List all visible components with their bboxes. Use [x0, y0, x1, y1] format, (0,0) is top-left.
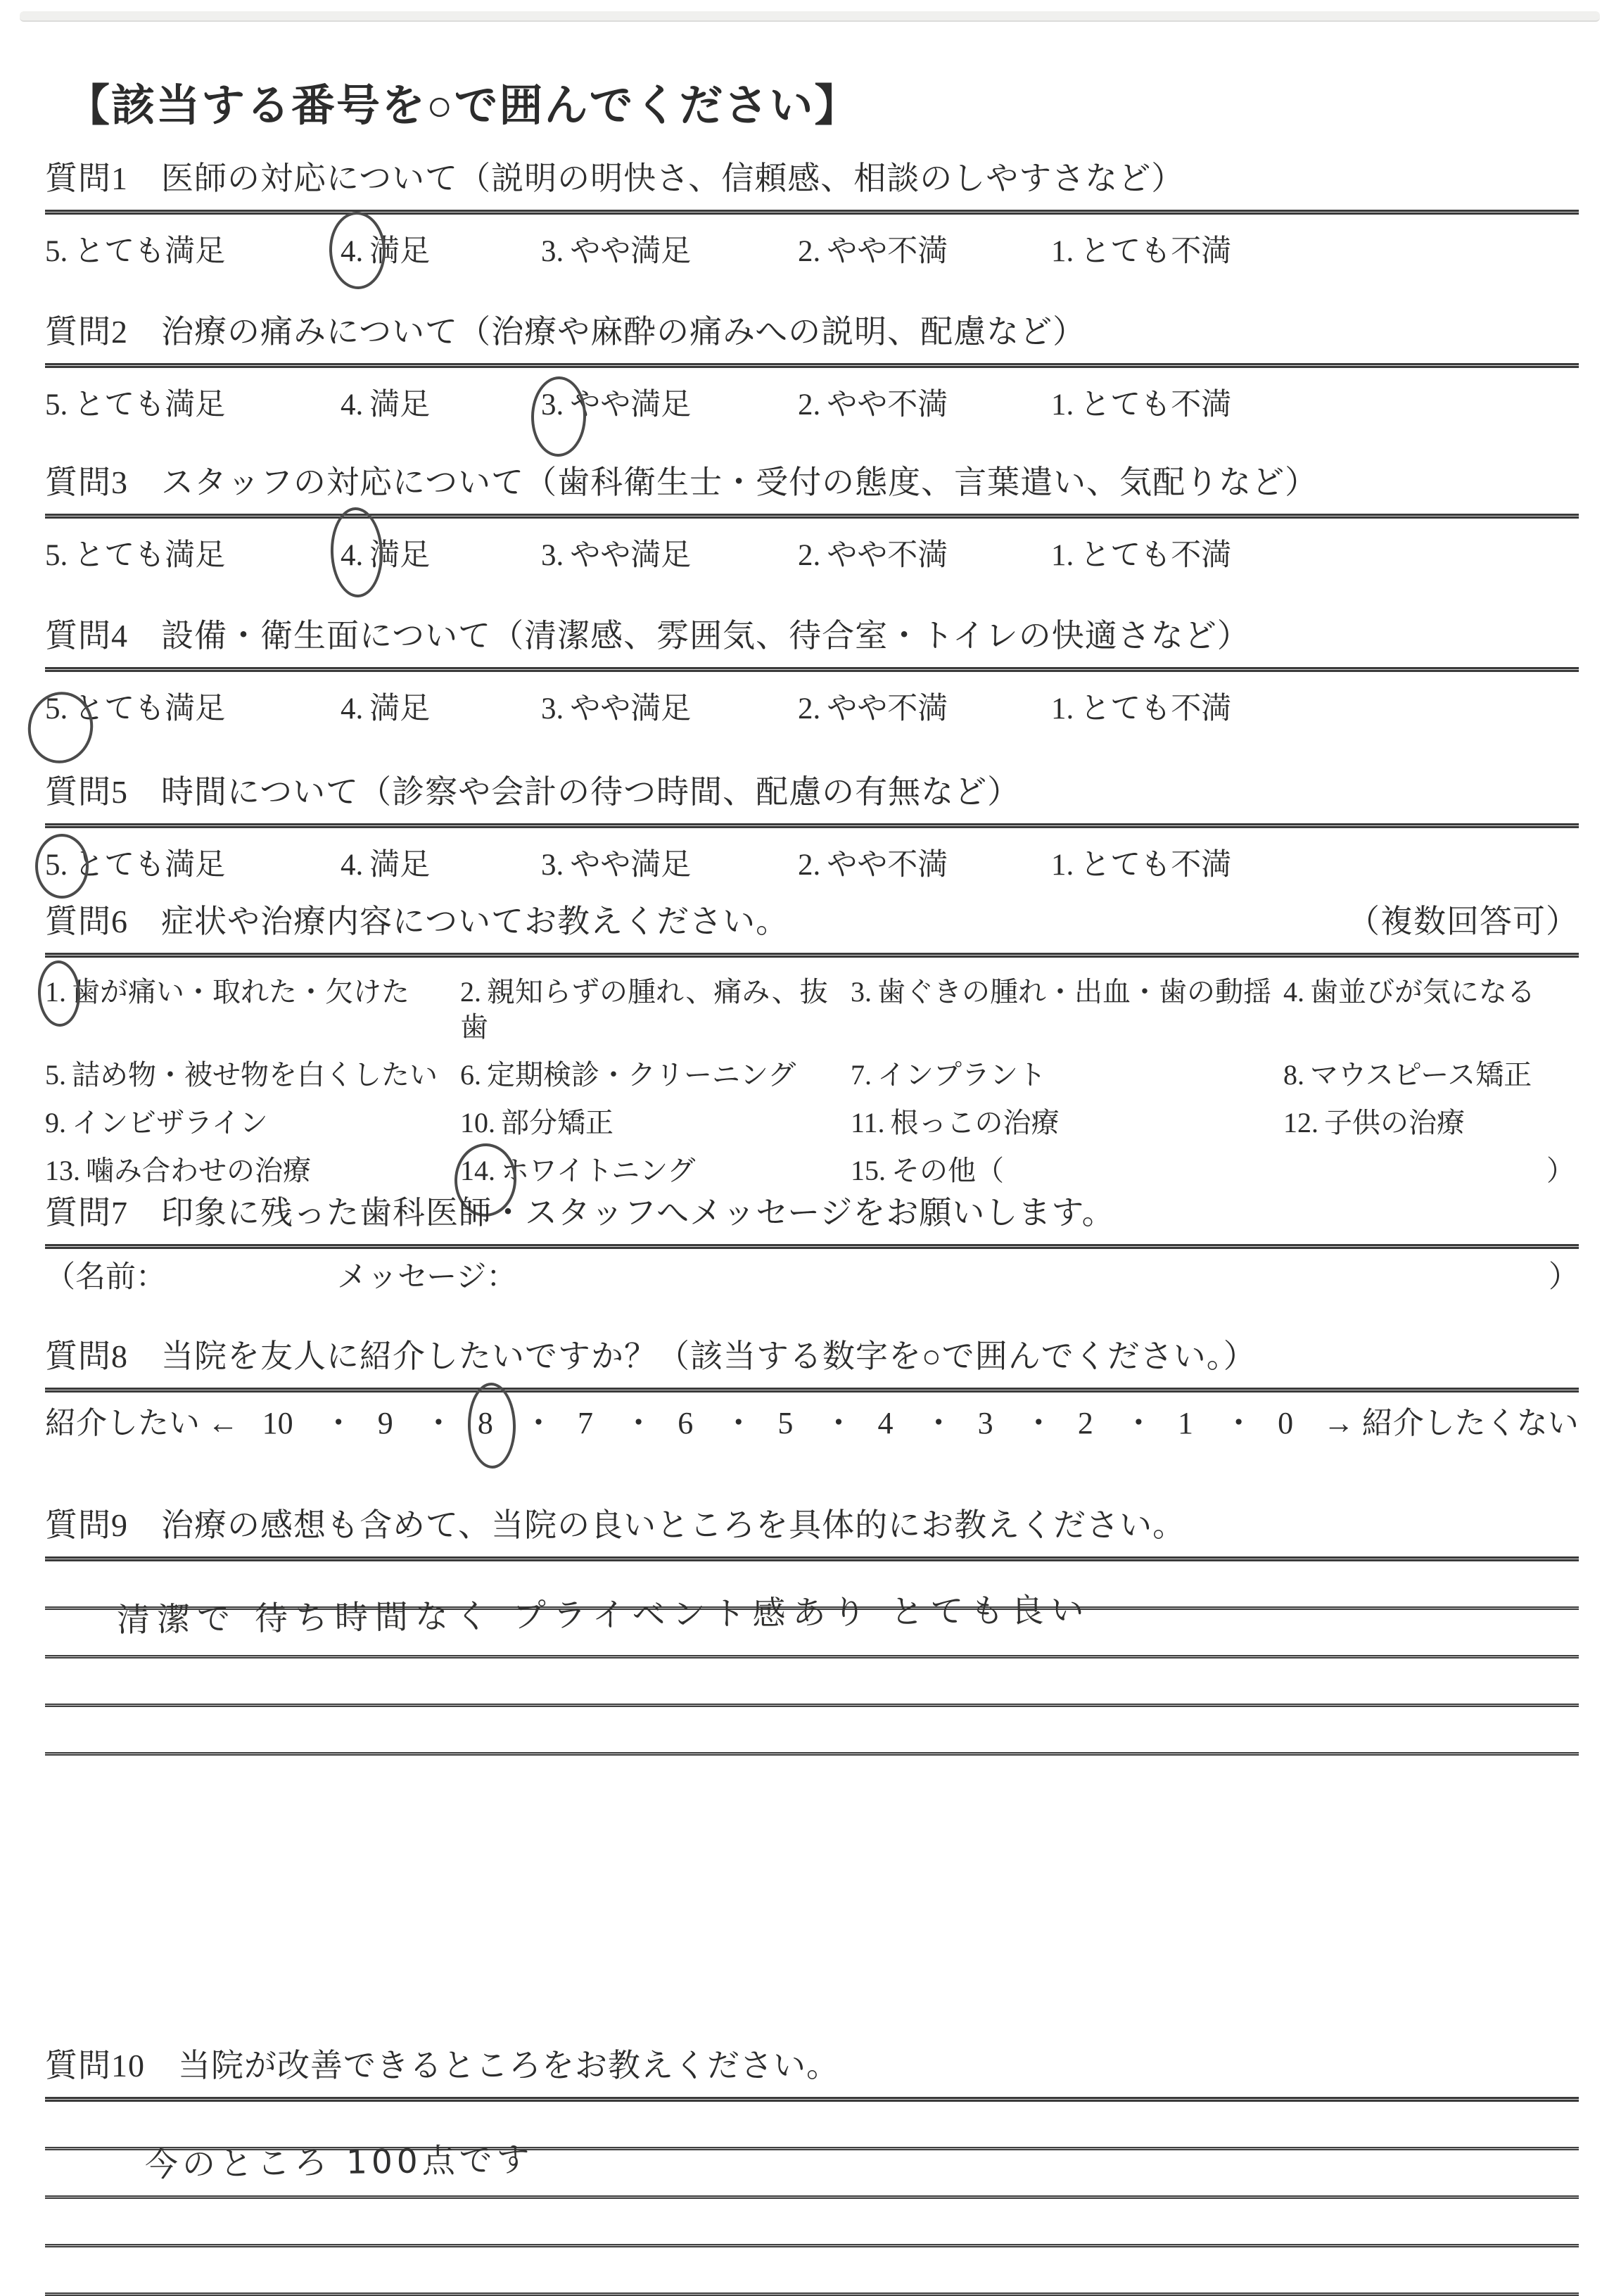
rating-option-3[interactable] — [541, 386, 798, 424]
option-label: とても満足 — [74, 235, 226, 268]
option-number: 3. — [541, 386, 564, 424]
option-label: 定期検診・クリーニング — [487, 1059, 796, 1091]
option-label: 詰め物・被せ物を白くしたい — [72, 1059, 438, 1091]
question-10-section — [45, 2046, 1579, 2296]
symptom-option-5[interactable] — [45, 1058, 460, 1093]
option-number: 3. — [541, 849, 564, 882]
symptom-option-12[interactable] — [1283, 1105, 1579, 1141]
message-row — [45, 1259, 1579, 1297]
nps-number-7[interactable]: 7 — [578, 1406, 594, 1440]
rating-option-4[interactable] — [341, 233, 541, 271]
rating-option-1[interactable] — [1051, 690, 1579, 728]
question-8-section — [45, 1337, 1579, 1443]
option-number: 9. — [45, 1107, 66, 1139]
nps-number-9[interactable]: 9 — [377, 1406, 393, 1440]
option-number: 2. — [798, 235, 821, 268]
option-label: やや不満 — [827, 539, 948, 572]
ruled-line — [45, 1655, 1579, 1658]
separator-dot: ・ — [723, 1406, 754, 1440]
symptom-option-4[interactable] — [1283, 975, 1579, 1045]
option-number: 2. — [798, 692, 821, 725]
question-1-rating-options — [45, 233, 1579, 271]
option-label: 満足 — [369, 388, 431, 421]
page-title: 【該当する番号を○で囲んでください】 — [66, 82, 860, 130]
symptom-option-15-other[interactable] — [851, 1153, 1283, 1188]
question-3-heading: 質問3 スタッフの対応について（歯科衛生士・受付の態度、言葉遣い、気配りなど） — [45, 464, 1318, 500]
question-5-rating-options — [45, 846, 1579, 884]
separator-dot: ・ — [822, 1406, 854, 1440]
section-divider — [45, 210, 1579, 215]
separator-dot: ・ — [423, 1406, 454, 1440]
rating-option-4[interactable] — [341, 846, 541, 884]
option-label: その他（ — [891, 1155, 1004, 1186]
rating-option-5[interactable] — [45, 233, 341, 271]
rating-option-4[interactable] — [341, 537, 541, 575]
option-label: インビザライン — [72, 1107, 268, 1139]
option-label: インプラント — [877, 1059, 1046, 1091]
symptom-option-8[interactable] — [1283, 1058, 1579, 1093]
question-6-heading — [45, 902, 1579, 941]
option-label: やや満足 — [570, 539, 692, 572]
option-label: とても満足 — [74, 539, 226, 572]
question-8-heading: 質問8 当院を友人に紹介したいですか？（該当する数字を○で囲んでください。） — [45, 1338, 1257, 1374]
option-label: やや満足 — [570, 692, 692, 725]
question-4-section — [45, 616, 1579, 728]
question-6-section — [45, 902, 1579, 1188]
symptom-option-7[interactable] — [851, 1058, 1283, 1093]
handwritten-answer: 今のところ 100点です — [144, 2140, 535, 2185]
section-divider — [45, 363, 1579, 368]
option-number: 4. — [341, 388, 364, 421]
option-label: 歯ぐきの腫れ・出血・歯の動揺 — [877, 976, 1271, 1008]
rating-option-3[interactable] — [541, 537, 798, 575]
option-number: 4. — [341, 849, 364, 882]
question-7-heading: 質問7 印象に残った歯科医師・スタッフへメッセージをお願いします。 — [45, 1195, 1115, 1231]
option-number: 1. — [1051, 539, 1074, 572]
option-label: やや満足 — [570, 849, 692, 882]
nps-number-4[interactable]: 4 — [877, 1406, 894, 1440]
option-number: 5. — [45, 388, 68, 421]
option-number: 11. — [851, 1107, 885, 1139]
section-divider — [45, 1244, 1579, 1249]
rating-option-1[interactable] — [1051, 846, 1579, 884]
rating-option-3[interactable] — [541, 233, 798, 271]
option-label: とても満足 — [74, 692, 226, 725]
other-close-paren: ） — [1546, 1155, 1575, 1186]
scale-left-label: 紹介したい ← — [45, 1406, 239, 1440]
question-6-heading-text: 質問6 症状や治療内容についてお教えください。 — [45, 903, 789, 939]
option-label: とても満足 — [74, 849, 226, 882]
option-number: 8. — [1283, 1059, 1304, 1091]
rating-option-5[interactable] — [45, 386, 341, 424]
option-number: 3. — [851, 976, 872, 1008]
option-label: 歯が痛い・取れた・欠けた — [72, 976, 409, 1008]
rating-option-4[interactable] — [341, 690, 541, 728]
rating-option-2[interactable] — [798, 386, 1051, 424]
option-number: 10. — [460, 1107, 495, 1139]
section-divider — [45, 953, 1579, 958]
question-4-heading: 質問4 設備・衛生面について（清潔感、雰囲気、待合室・トイレの快適さなど） — [45, 618, 1250, 654]
option-number: 1. — [1051, 235, 1074, 268]
question-2-rating-options — [45, 386, 1579, 424]
option-label: 部分矯正 — [501, 1107, 614, 1139]
option-number: 3. — [541, 692, 564, 725]
option-label: やや不満 — [827, 235, 948, 268]
option-label: やや不満 — [827, 388, 948, 421]
nps-number-5[interactable]: 5 — [777, 1406, 794, 1440]
option-number: 4. — [341, 692, 364, 725]
option-label: とても満足 — [74, 388, 226, 421]
nps-number-10[interactable]: 10 — [262, 1406, 293, 1440]
separator-dot: ・ — [623, 1406, 654, 1440]
scan-artifact-band — [20, 11, 1600, 22]
ruled-line — [45, 1704, 1579, 1707]
scale-right-label: → 紹介したくない — [1323, 1406, 1579, 1440]
option-number: 13. — [45, 1155, 80, 1186]
message-input[interactable] — [516, 1259, 1549, 1297]
rating-option-5[interactable] — [45, 690, 341, 728]
separator-dot: ・ — [523, 1406, 554, 1440]
ruled-line — [45, 2292, 1579, 2296]
option-label: ホワイトニング — [501, 1155, 696, 1186]
option-number: 5. — [45, 539, 68, 572]
rating-option-1[interactable] — [1051, 233, 1579, 271]
symptom-option-11[interactable] — [851, 1105, 1283, 1141]
separator-dot: ・ — [1223, 1406, 1254, 1440]
symptom-option-3[interactable] — [851, 975, 1283, 1045]
ruled-line — [45, 2195, 1579, 2199]
nps-number-0[interactable]: 0 — [1278, 1406, 1294, 1440]
section-divider — [45, 823, 1579, 828]
section-divider — [45, 2097, 1579, 2102]
symptom-option-10[interactable] — [460, 1105, 851, 1141]
option-label: とても不満 — [1080, 849, 1232, 882]
nps-number-6[interactable]: 6 — [678, 1406, 694, 1440]
option-number: 5. — [45, 690, 68, 728]
symptom-option-6[interactable] — [460, 1058, 851, 1093]
option-label: とても不満 — [1080, 692, 1232, 725]
option-label: マウスピース矯正 — [1310, 1059, 1532, 1091]
rating-option-1[interactable] — [1051, 386, 1579, 424]
rating-option-2[interactable] — [798, 537, 1051, 575]
option-label: やや不満 — [827, 849, 948, 882]
section-divider — [45, 1388, 1579, 1393]
option-label: 根っこの治療 — [890, 1107, 1060, 1139]
section-divider — [45, 1556, 1579, 1561]
option-number: 1. — [45, 975, 66, 1010]
question-3-rating-options — [45, 537, 1579, 575]
nps-number-8[interactable]: 8 — [478, 1404, 493, 1443]
question-3-section — [45, 463, 1579, 575]
option-label: やや満足 — [570, 388, 692, 421]
rating-option-2[interactable] — [798, 690, 1051, 728]
form-title-section — [45, 70, 1579, 133]
nps-number-1[interactable]: 1 — [1177, 1406, 1193, 1440]
rating-option-1[interactable] — [1051, 537, 1579, 575]
option-number: 4. — [341, 233, 363, 271]
question-9-heading: 質問9 治療の感想も含めて、当院の良いところを具体的にお教えください。 — [45, 1507, 1186, 1543]
ruled-line — [45, 2244, 1579, 2247]
option-label: 満足 — [369, 539, 431, 572]
question-4-rating-options — [45, 690, 1579, 728]
question-10-heading: 質問10 当院が改善できるところをお教えください。 — [45, 2048, 839, 2083]
question-9-section — [45, 1506, 1579, 1756]
handwritten-answer: 清潔で 待ち時間なく プライベント感あり とても良い — [116, 1590, 1091, 1640]
option-label: やや不満 — [827, 692, 948, 725]
rating-option-3[interactable] — [541, 846, 798, 884]
option-label: 子供の治療 — [1324, 1107, 1465, 1139]
question-2-section — [45, 312, 1579, 424]
symptom-option-2[interactable] — [460, 975, 851, 1045]
separator-dot: ・ — [1123, 1406, 1155, 1440]
nps-number-2[interactable]: 2 — [1077, 1406, 1093, 1440]
option-number: 2. — [798, 539, 821, 572]
option-number: 6. — [460, 1059, 481, 1091]
option-label: 噛み合わせの治療 — [86, 1155, 311, 1186]
rating-option-4[interactable] — [341, 386, 541, 424]
question-5-section — [45, 773, 1579, 884]
nps-number-3[interactable]: 3 — [977, 1406, 993, 1440]
option-number: 5. — [45, 1059, 66, 1091]
option-number: 2. — [798, 849, 821, 882]
option-label: とても不満 — [1080, 235, 1232, 268]
rating-option-5[interactable] — [45, 537, 341, 575]
rating-option-3[interactable] — [541, 690, 798, 728]
option-label: とても不満 — [1080, 388, 1232, 421]
symptom-option-13[interactable] — [45, 1153, 460, 1188]
rating-option-5[interactable] — [45, 846, 341, 884]
option-number: 12. — [1283, 1107, 1318, 1139]
multiple-answers-note: （複数回答可） — [1347, 903, 1579, 939]
message-label: メッセージ： — [337, 1261, 517, 1294]
option-number: 15. — [851, 1155, 886, 1186]
option-number: 4. — [1283, 976, 1304, 1008]
option-number: 1. — [1051, 388, 1074, 421]
question-5-heading: 質問5 時間について（診察や会計の待つ時間、配慮の有無など） — [45, 774, 1021, 810]
symptom-option-1[interactable] — [45, 975, 460, 1045]
option-number: 4. — [341, 537, 363, 575]
rating-option-2[interactable] — [798, 233, 1051, 271]
rating-option-2[interactable] — [798, 846, 1051, 884]
option-number: 2. — [460, 976, 481, 1008]
symptom-option-14[interactable] — [460, 1153, 851, 1188]
option-label: 満足 — [369, 235, 431, 268]
option-number: 5. — [45, 235, 68, 268]
option-number: 5. — [45, 846, 68, 884]
close-paren: ） — [1549, 1261, 1579, 1294]
option-number: 7. — [851, 1059, 872, 1091]
option-label: とても不満 — [1080, 539, 1232, 572]
option-number: 3. — [541, 235, 564, 268]
question-2-heading: 質問2 治療の痛みについて（治療や麻酔の痛みへの説明、配慮など） — [45, 314, 1086, 350]
option-number: 1. — [1051, 692, 1074, 725]
option-number: 14. — [460, 1153, 495, 1188]
section-divider — [45, 667, 1579, 672]
option-number: 1. — [1051, 849, 1074, 882]
separator-dot: ・ — [923, 1406, 955, 1440]
separator-dot: ・ — [1023, 1406, 1055, 1440]
option-label: 満足 — [369, 692, 431, 725]
symptom-options-grid — [45, 975, 1579, 1188]
option-label: やや満足 — [570, 235, 692, 268]
separator-dot: ・ — [323, 1406, 355, 1440]
option-label: 満足 — [369, 849, 431, 882]
option-number: 3. — [541, 539, 564, 572]
option-label: 歯並びが気になる — [1310, 976, 1535, 1008]
question-7-section — [45, 1193, 1579, 1297]
nps-scale-row — [45, 1404, 1579, 1443]
option-label: 親知らずの腫れ、痛み、抜歯 — [460, 976, 828, 1043]
symptom-option-9[interactable] — [45, 1105, 460, 1141]
option-number: 2. — [798, 388, 821, 421]
name-label: （名前： — [45, 1261, 166, 1294]
ruled-line — [45, 1752, 1579, 1756]
question-1-heading: 質問1 医師の対応について（説明の明快さ、信頼感、相談のしやすさなど） — [45, 160, 1185, 196]
question-1-section — [45, 159, 1579, 271]
section-divider — [45, 514, 1579, 519]
